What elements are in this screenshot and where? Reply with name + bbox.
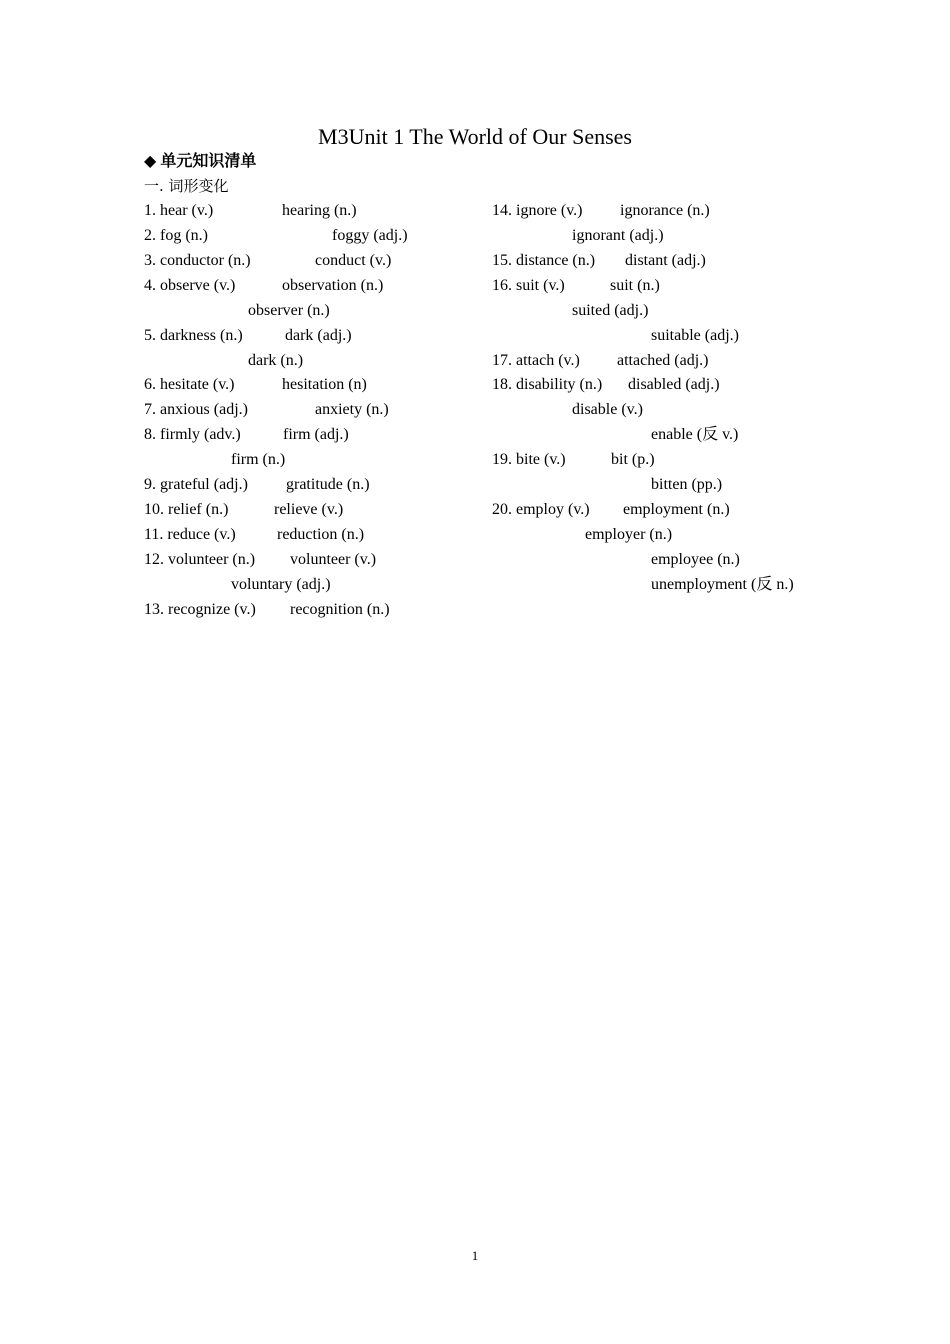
word-form: volunteer (v.) bbox=[290, 551, 377, 568]
word-form: suitable (adj.) bbox=[651, 327, 739, 344]
word-form: observation (n.) bbox=[282, 277, 384, 294]
word-form: attached (adj.) bbox=[617, 352, 709, 369]
word-form: 2. fog (n.) bbox=[144, 227, 208, 244]
word-form: unemployment (反 n.) bbox=[651, 576, 794, 593]
page-title: M3Unit 1 The World of Our Senses bbox=[318, 124, 632, 149]
word-form: 11. reduce (v.) bbox=[144, 526, 236, 543]
word-form: 3. conductor (n.) bbox=[144, 252, 251, 269]
word-form: employer (n.) bbox=[585, 526, 673, 543]
word-form: employment (n.) bbox=[623, 501, 730, 518]
word-form: enable (反 v.) bbox=[651, 426, 739, 443]
word-form: suit (n.) bbox=[610, 277, 660, 294]
word-form: disable (v.) bbox=[572, 401, 643, 418]
word-form: 5. darkness (n.) bbox=[144, 327, 243, 344]
page-number: 1 bbox=[471, 1248, 479, 1263]
word-form: 8. firmly (adv.) bbox=[144, 426, 241, 443]
word-form: reduction (n.) bbox=[277, 526, 365, 543]
sub-heading: 一. 词形变化 bbox=[144, 177, 229, 195]
word-form: firm (adj.) bbox=[283, 426, 349, 443]
word-form: 10. relief (n.) bbox=[144, 501, 229, 518]
word-form: ignorance (n.) bbox=[620, 202, 710, 219]
word-form: disabled (adj.) bbox=[628, 376, 720, 393]
word-form: 12. volunteer (n.) bbox=[144, 551, 256, 568]
word-form: 6. hesitate (v.) bbox=[144, 376, 235, 393]
word-form: 15. distance (n.) bbox=[492, 252, 596, 269]
word-form: 7. anxious (adj.) bbox=[144, 401, 248, 418]
word-form: suited (adj.) bbox=[572, 302, 649, 319]
word-form: relieve (v.) bbox=[274, 501, 344, 518]
word-form: hearing (n.) bbox=[282, 202, 357, 219]
word-form: bit (p.) bbox=[611, 451, 655, 468]
word-form: 17. attach (v.) bbox=[492, 352, 580, 369]
section-heading-text: 单元知识清单 bbox=[160, 151, 257, 170]
word-form: dark (adj.) bbox=[285, 327, 352, 344]
word-form: 4. observe (v.) bbox=[144, 277, 236, 294]
diamond-icon: ◆ bbox=[144, 151, 157, 170]
word-form: 16. suit (v.) bbox=[492, 277, 565, 294]
word-form: gratitude (n.) bbox=[286, 476, 370, 493]
word-form: 20. employ (v.) bbox=[492, 501, 590, 518]
word-form: firm (n.) bbox=[231, 451, 286, 468]
word-form: 1. hear (v.) bbox=[144, 202, 214, 219]
word-form: employee (n.) bbox=[651, 551, 740, 568]
word-form: recognition (n.) bbox=[290, 601, 390, 618]
word-form: 13. recognize (v.) bbox=[144, 601, 256, 618]
word-form: 9. grateful (adj.) bbox=[144, 476, 248, 493]
word-form: voluntary (adj.) bbox=[231, 576, 331, 593]
word-form: observer (n.) bbox=[248, 302, 330, 319]
word-form: dark (n.) bbox=[248, 352, 304, 369]
word-form: anxiety (n.) bbox=[315, 401, 389, 418]
word-form: 18. disability (n.) bbox=[492, 376, 603, 393]
word-form: ignorant (adj.) bbox=[572, 227, 664, 244]
section-heading bbox=[144, 151, 256, 171]
word-form: conduct (v.) bbox=[315, 252, 392, 269]
word-form: 19. bite (v.) bbox=[492, 451, 566, 468]
word-form: foggy (adj.) bbox=[332, 227, 408, 244]
word-form: 14. ignore (v.) bbox=[492, 202, 583, 219]
word-form: distant (adj.) bbox=[625, 252, 706, 269]
word-form: hesitation (n) bbox=[282, 376, 367, 393]
word-form: bitten (pp.) bbox=[651, 476, 723, 493]
